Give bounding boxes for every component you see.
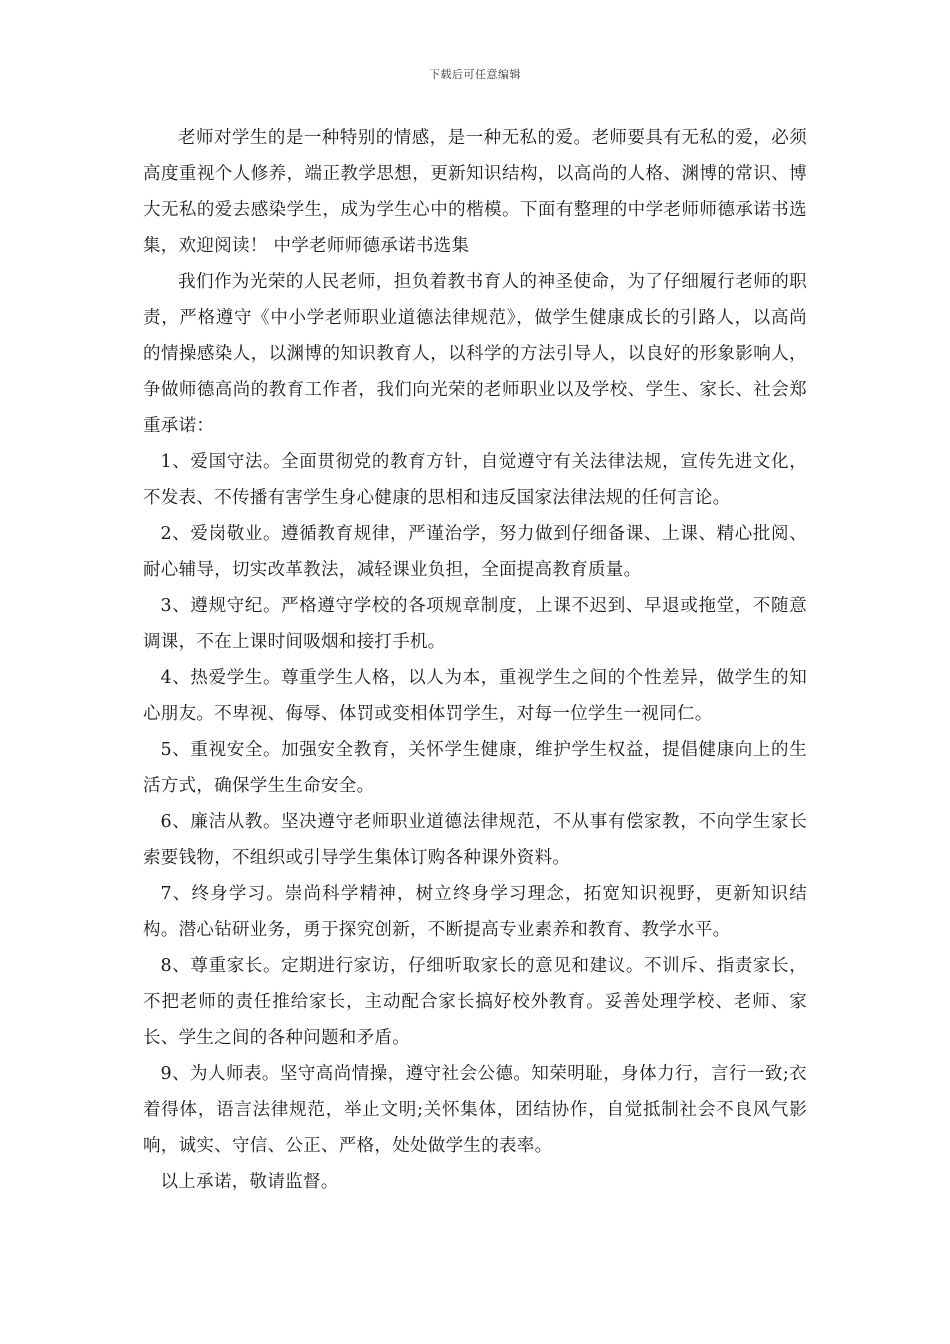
pledge-item-9: 9、为人师表。坚守高尚情操，遵守社会公德。知荣明耻，身体力行，言行一致;衣着得体，语言法律规范，举止文明;关怀集体，团结协作，自觉抵制社会不良风气影响，诚实、守信、公正、严格，处处做学生的表率。 bbox=[143, 1064, 807, 1156]
document-body bbox=[143, 120, 807, 1200]
pledge-item-8: 8、尊重家长。定期进行家访，仔细听取家长的意见和建议。不训斥、指责家长，不把老师的责任推给家长，主动配合家长搞好校外教育。妥善处理学校、老师、家长、学生之间的各种问题和矛盾。 bbox=[143, 956, 807, 1048]
pledge-item-4: 4、热爱学生。尊重学生人格，以人为本，重视学生之间的个性差异，做学生的知心朋友。不卑视、侮辱、体罚或变相体罚学生，对每一位学生一视同仁。 bbox=[143, 668, 807, 724]
pledge-item-1: 1、爱国守法。全面贯彻党的教育方针，自觉遵守有关法律法规，宣传先进文化，不发表、不传播有害学生身心健康的思相和违反国家法律法规的任何言论。 bbox=[143, 452, 807, 508]
pledge-item-2: 2、爱岗敬业。遵循教育规律，严谨治学，努力做到仔细备课、上课、精心批阅、耐心辅导，切实改革教法，减轻课业负担，全面提高教育质量。 bbox=[143, 524, 807, 580]
pledge-item-6: 6、廉洁从教。坚决遵守老师职业道德法律规范，不从事有偿家教，不向学生家长索要钱物，不组织或引导学生集体订购各种课外资料。 bbox=[143, 812, 807, 868]
closing-line: 以上承诺，敬请监督。 bbox=[160, 1172, 339, 1192]
pledge-preamble-paragraph: 我们作为光荣的人民老师，担负着教书育人的神圣使命，为了仔细履行老师的职责，严格遵守《中小学老师职业道德法律规范》，做学生健康成长的引路人，以高尚的情操感染人，以渊博的知识教育人，以科学的方法引导人，以良好的形象影响人，争做师德高尚的教育工作者，我们向光荣的老师职业以及学校、学生、家长、社会郑重承诺： bbox=[143, 272, 807, 436]
pledge-item-5: 5、重视安全。加强安全教育，关怀学生健康，维护学生权益，提倡健康向上的生活方式，确保学生生命安全。 bbox=[143, 740, 807, 796]
intro-paragraph: 老师对学生的是一种特别的情感，是一种无私的爱。老师要具有无私的爱，必须高度重视个人修养，端正教学思想，更新知识结构，以高尚的人格、渊博的常识、博大无私的爱去感染学生，成为学生心中的楷模。下面有整理的中学老师师德承诺书选集，欢迎阅读！ 中学老师师德承诺书选集 bbox=[143, 128, 807, 256]
header-note: 下载后可任意编辑 bbox=[429, 68, 521, 81]
pledge-item-7: 7、终身学习。崇尚科学精神，树立终身学习理念，拓宽知识视野，更新知识结构。潜心钻研业务，勇于探究创新，不断提高专业素养和教育、教学水平。 bbox=[143, 884, 807, 940]
pledge-item-3: 3、遵规守纪。严格遵守学校的各项规章制度，上课不迟到、早退或拖堂，不随意调课，不在上课时间吸烟和接打手机。 bbox=[143, 596, 807, 652]
